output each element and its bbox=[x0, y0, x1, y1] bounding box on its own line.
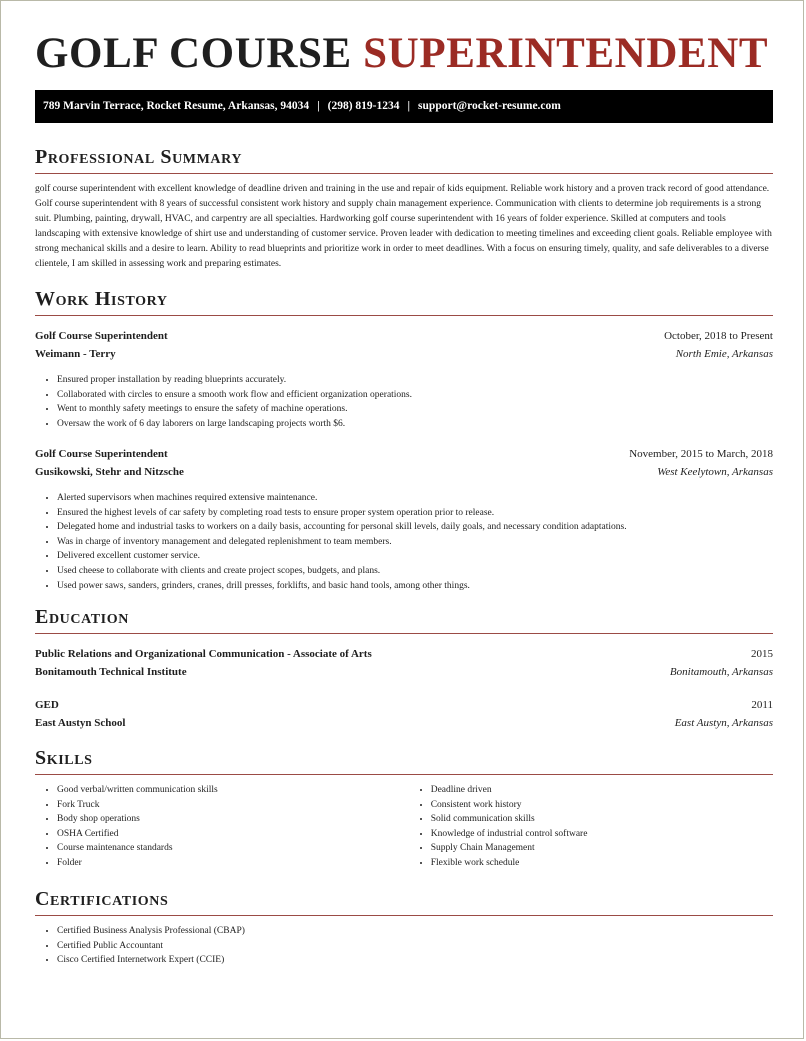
job-location: West Keelytown, Arkansas bbox=[657, 466, 773, 478]
job-dates: October, 2018 to Present bbox=[664, 330, 773, 342]
list-item: • Ensured the highest levels of car safety by completing road tests to ensure proper system operation prior to release. bbox=[57, 506, 773, 521]
education-entry bbox=[35, 645, 773, 681]
skills-heading: Skills bbox=[35, 746, 773, 775]
contact-bar bbox=[35, 90, 773, 123]
certification-item: • Certified Public Accountant bbox=[57, 939, 773, 954]
education-degree-row bbox=[35, 696, 773, 714]
job-company-row bbox=[35, 345, 773, 363]
education-degree-row bbox=[35, 645, 773, 663]
list-item: • Alerted supervisors when machines required extensive maintenance. bbox=[57, 491, 773, 506]
education-school-row bbox=[35, 714, 773, 732]
education-school-row bbox=[35, 663, 773, 681]
skills-section bbox=[35, 746, 773, 871]
education-entry bbox=[35, 696, 773, 732]
job-position: Golf Course Superintendent bbox=[35, 330, 168, 342]
summary-section bbox=[35, 145, 773, 272]
list-item: • Was in charge of inventory management and delegated replenishment to team members. bbox=[57, 535, 773, 550]
list-item: • Went to monthly safety meetings to ensure the safety of machine operations. bbox=[57, 402, 773, 417]
education-section bbox=[35, 605, 773, 634]
job-entry bbox=[35, 445, 773, 593]
education-location: East Austyn, Arkansas bbox=[674, 717, 773, 729]
education-location: Bonitamouth, Arkansas bbox=[669, 666, 773, 678]
education-school: Bonitamouth Technical Institute bbox=[35, 666, 187, 678]
certification-item: • Cisco Certified Internetwork Expert (CCIE) bbox=[57, 953, 773, 968]
skill-item: • Consistent work history bbox=[431, 798, 773, 813]
skill-item: • Solid communication skills bbox=[431, 812, 773, 827]
skill-item: • Flexible work schedule bbox=[431, 856, 773, 871]
certifications-section bbox=[35, 887, 773, 968]
job-position: Golf Course Superintendent bbox=[35, 448, 168, 460]
work-history-heading: Work History bbox=[35, 287, 773, 316]
job-location: North Emie, Arkansas bbox=[675, 348, 773, 360]
list-item: • Collaborated with circles to ensure a smooth work flow and efficient organization operations. bbox=[57, 388, 773, 403]
contact-separator: | bbox=[317, 100, 320, 112]
skills-columns bbox=[35, 783, 773, 871]
list-item: • Used power saws, sanders, grinders, cranes, drill presses, forklifts, and basic hand tools, among other things. bbox=[57, 579, 773, 594]
contact-phone[interactable]: (298) 819-1234 bbox=[327, 100, 400, 112]
contact-email[interactable]: support@rocket-resume.com bbox=[418, 100, 561, 112]
job-dates: November, 2015 to March, 2018 bbox=[629, 448, 773, 460]
skill-item: • Body shop operations bbox=[57, 812, 409, 827]
job-company: Weimann - Terry bbox=[35, 348, 116, 360]
skills-list-right bbox=[409, 783, 773, 871]
certifications-heading: Certifications bbox=[35, 887, 773, 916]
list-item: • Oversaw the work of 6 day laborers on large landscaping projects worth $6. bbox=[57, 417, 773, 432]
skill-item: • OSHA Certified bbox=[57, 827, 409, 842]
job-entry bbox=[35, 327, 773, 431]
job-title-row bbox=[35, 327, 773, 345]
contact-address: 789 Marvin Terrace, Rocket Resume, Arkansas, 94034 bbox=[43, 100, 310, 112]
skill-item: • Supply Chain Management bbox=[431, 841, 773, 856]
education-degree: GED bbox=[35, 699, 59, 711]
certifications-list bbox=[35, 924, 773, 968]
certification-item: • Certified Business Analysis Professional (CBAP) bbox=[57, 924, 773, 939]
education-year: 2015 bbox=[751, 648, 773, 660]
job-title-row bbox=[35, 445, 773, 463]
job-bullets bbox=[35, 491, 773, 593]
contact-separator: | bbox=[407, 100, 411, 112]
resume-content bbox=[35, 30, 773, 966]
summary-text: golf course superintendent with excellent knowledge of deadline driven and training in the use and repair of kids equipment. Reliable work history and a proven track record of good attendance. Golf course superintendent with 8 years of successful consistent work history and supply chain management experience. Communication with clients to determine job requirements is a strong suit. Plumbing, painting, drywall, HVAC, and carpentry are all specialties. Hardworking golf course superintendent with 16 years of folder experience. Skilled at computers and tools landscaping with extensive knowledge of shirt use and understanding of customer service. Proven leader with dedication to meeting timelines and exceeding client goals. Reliable employee with strong mechanical skills and a desire to learn. Ability to read blueprints and prioritize work in order to meet deadlines. With a focus on ensuring timely, quality, and safe deliverables to a diverse clientele, I am skilled in assessing work and preparing estimates. bbox=[35, 184, 772, 269]
list-item: • Ensured proper installation by reading blueprints accurately. bbox=[57, 373, 773, 388]
work-history-section bbox=[35, 287, 773, 316]
education-school: East Austyn School bbox=[35, 717, 126, 729]
education-heading: Education bbox=[35, 605, 773, 634]
list-item: • Delegated home and industrial tasks to workers on a daily basis, accounting for personal skill levels, daily goals, and necessary condition adaptations. bbox=[57, 520, 773, 535]
list-item: • Used cheese to collaborate with clients and create project scopes, budgets, and plans. bbox=[57, 564, 773, 579]
name-last-part: SUPERINTENDENT bbox=[363, 30, 769, 77]
education-year: 2011 bbox=[751, 699, 773, 711]
skill-item: • Knowledge of industrial control software bbox=[431, 827, 773, 842]
skill-item: • Course maintenance standards bbox=[57, 841, 409, 856]
skills-list-left bbox=[35, 783, 409, 871]
job-company: Gusikowski, Stehr and Nitzsche bbox=[35, 466, 184, 478]
education-degree: Public Relations and Organizational Communication - Associate of Arts bbox=[35, 648, 372, 660]
skill-item: • Folder bbox=[57, 856, 409, 871]
skill-item: • Fork Truck bbox=[57, 798, 409, 813]
summary-heading: Professional Summary bbox=[35, 145, 773, 174]
candidate-name bbox=[35, 31, 773, 77]
skill-item: • Good verbal/written communication skills bbox=[57, 783, 409, 798]
job-company-row bbox=[35, 463, 773, 481]
name-first-part: GOLF COURSE bbox=[35, 30, 352, 77]
skill-item: • Deadline driven bbox=[431, 783, 773, 798]
list-item: • Delivered excellent customer service. bbox=[57, 549, 773, 564]
job-bullets bbox=[35, 373, 773, 431]
